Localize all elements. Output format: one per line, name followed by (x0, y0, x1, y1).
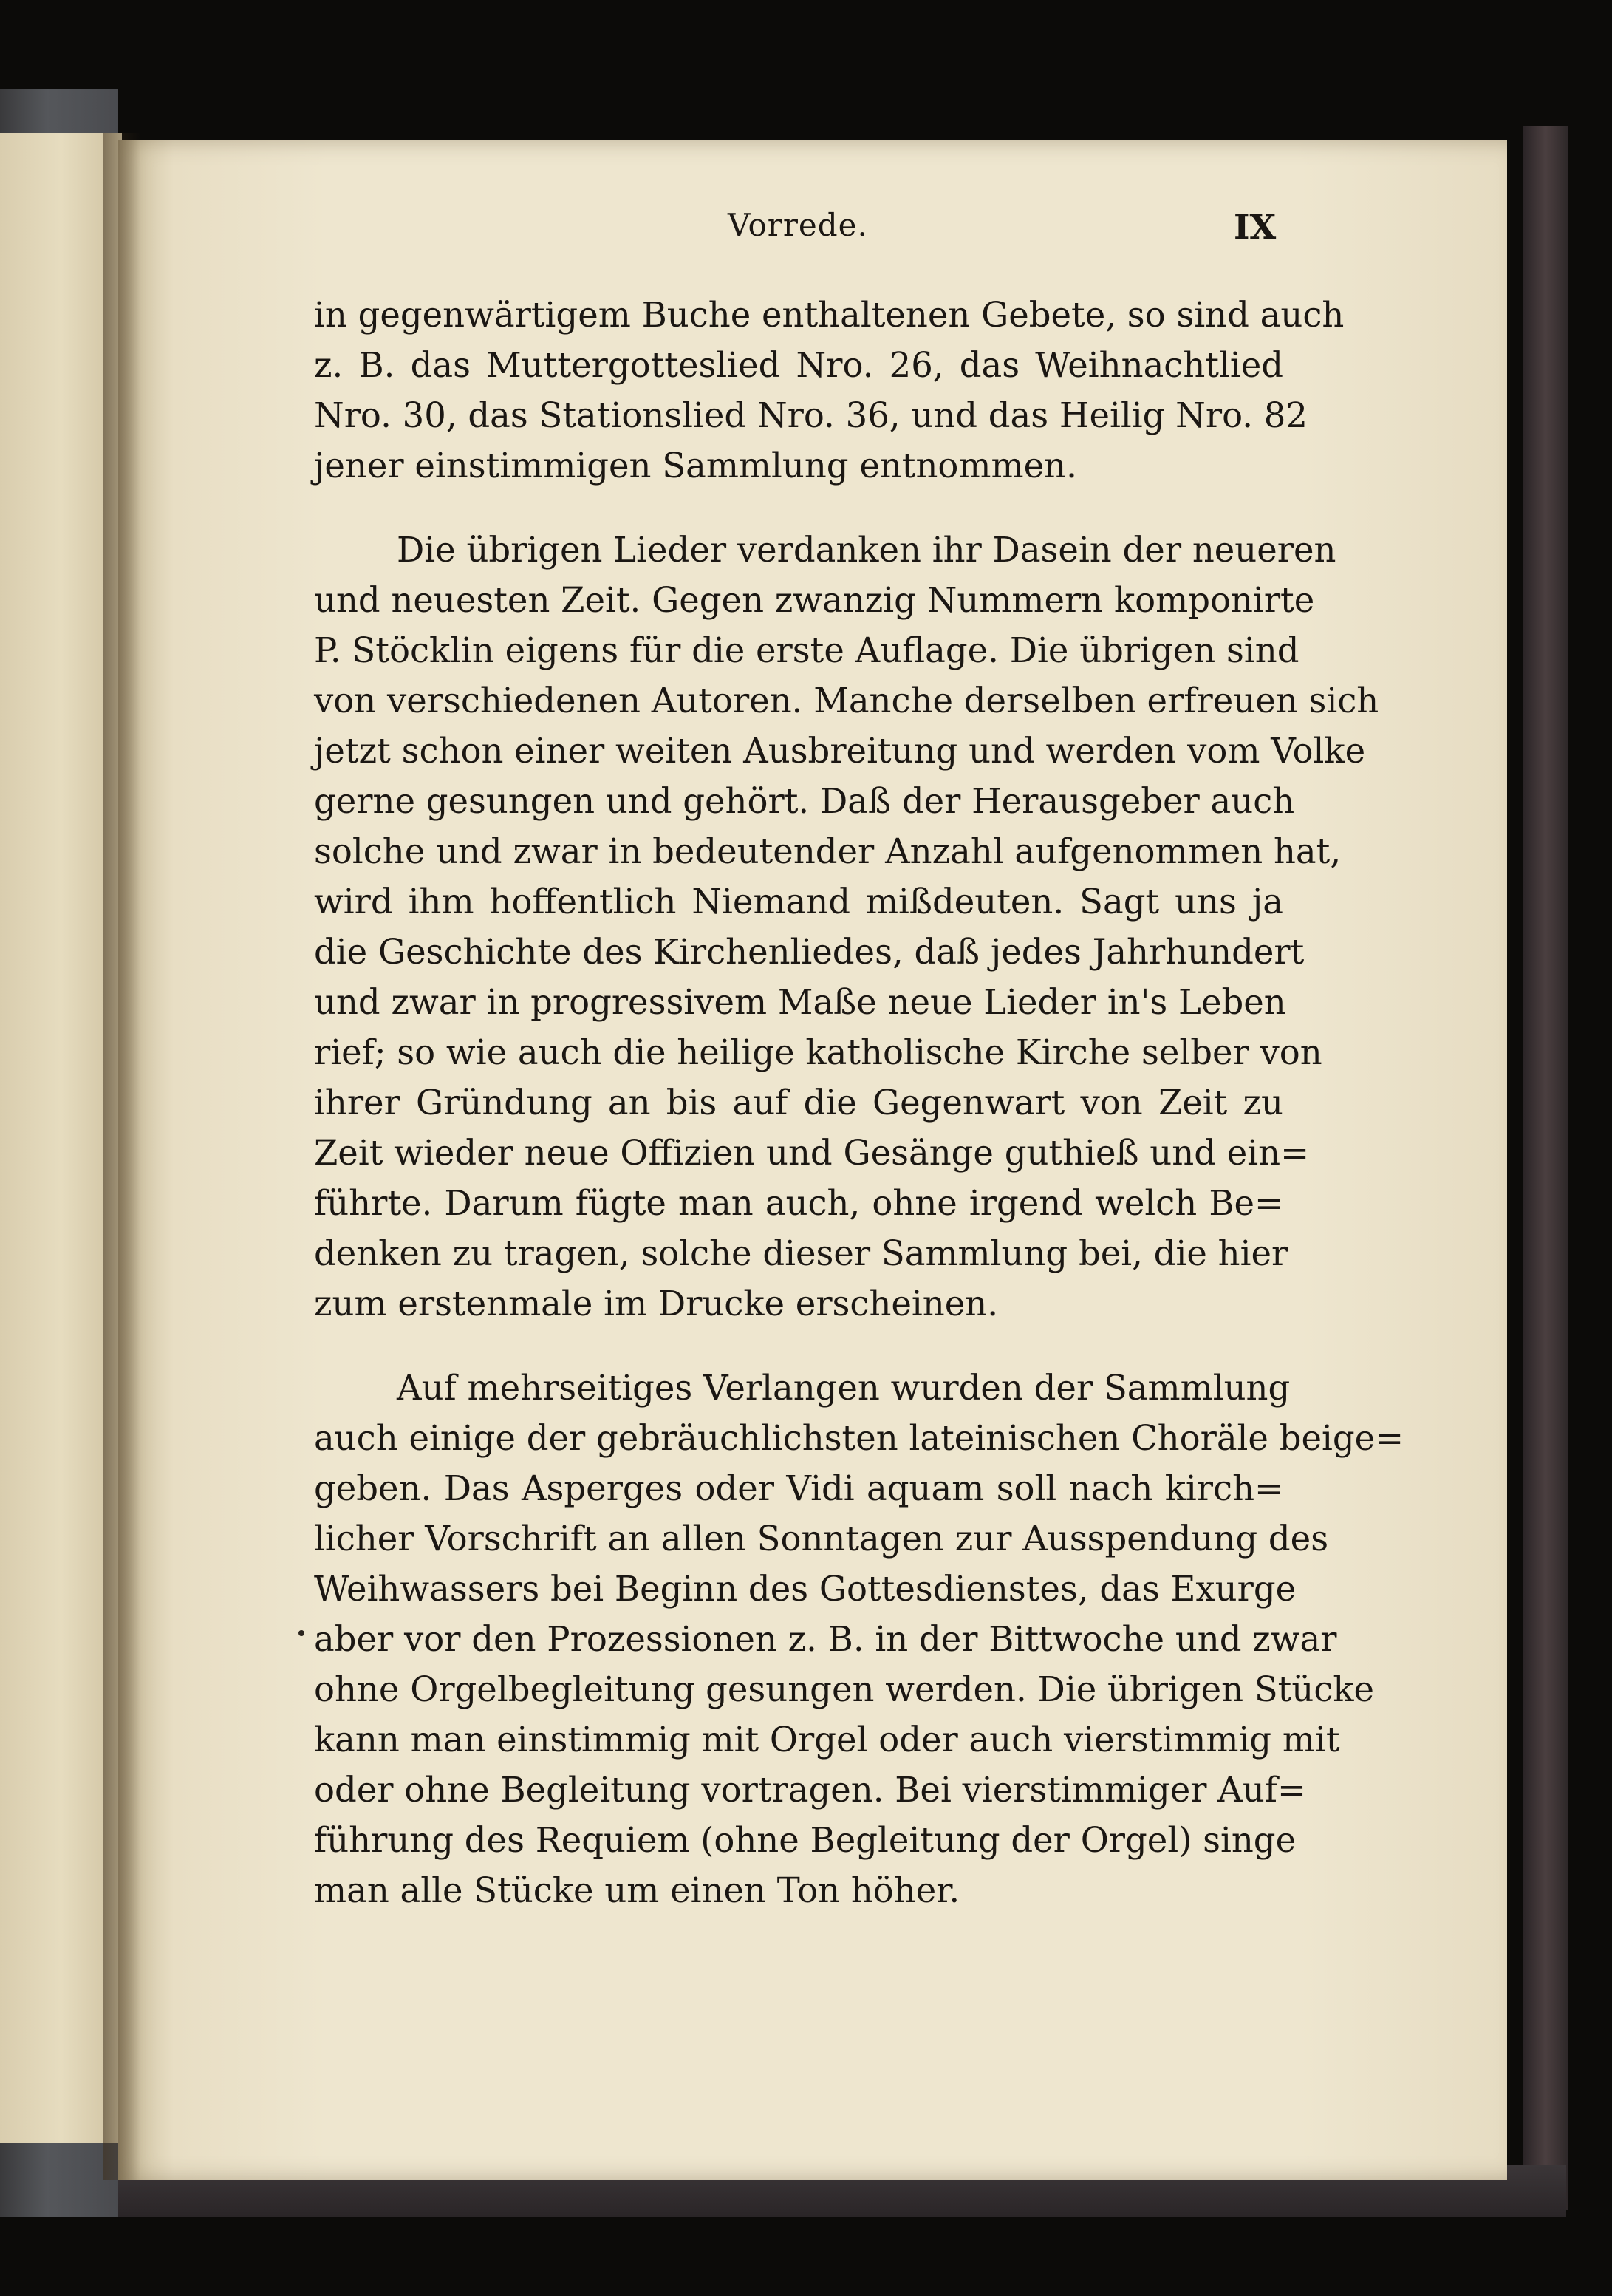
text-line: die Geschichte des Kirchenliedes, daß jedes Jahrhundert (314, 932, 1305, 972)
text-line: ohne Orgelbegleitung gesungen werden. Die übrigen Stücke (314, 1669, 1375, 1709)
text-line: gerne gesungen und gehört. Daß der Herausgeber auch (314, 781, 1295, 821)
paragraph-3 (314, 1363, 1404, 1915)
text-line: und neuesten Zeit. Gegen zwanzig Nummern komponirte (314, 580, 1315, 620)
text-line: oder ohne Begleitung vortragen. Bei vierstimmiger Auf= (314, 1770, 1306, 1810)
text-line: Nro. 30, das Stationslied Nro. 36, und das Heilig Nro. 82 (314, 395, 1308, 435)
running-head: Vorrede. (728, 207, 868, 243)
text-line: Zeit wieder neue Offizien und Gesänge guthieß und ein= (314, 1133, 1310, 1173)
book-cover-right (1523, 126, 1568, 2210)
text-line: Weihwassers bei Beginn des Gottesdienstes, das Exurge (314, 1569, 1297, 1609)
text-line: solche und zwar in bedeutender Anzahl aufgenommen hat, (314, 831, 1342, 871)
text-line: kann man einstimmig mit Orgel oder auch vierstimmig mit (314, 1720, 1340, 1760)
text-line: denken zu tragen, solche dieser Sammlung bei, die hier (314, 1233, 1288, 1273)
margin-dot (298, 1630, 304, 1636)
text-line: z. B. das Muttergotteslied Nro. 26, das Weihnachtlied (314, 345, 1283, 385)
text-line: rief; so wie auch die heilige katholische Kirche selber von (314, 1032, 1322, 1072)
text-line: führte. Darum fügte man auch, ohne irgend welch Be= (314, 1183, 1283, 1223)
text-line: auch einige der gebräuchlichsten lateinischen Choräle beige= (314, 1418, 1404, 1458)
text-line: P. Stöcklin eigens für die erste Auflage. Die übrigen sind (314, 630, 1299, 670)
paragraph-2 (314, 525, 1379, 1329)
text-line: wird ihm hoffentlich Niemand mißdeuten. Sagt uns ja (314, 882, 1283, 922)
text-line: man alle Stücke um einen Ton höher. (314, 1870, 960, 1910)
gutter-shadow (103, 133, 140, 2180)
text-line: jener einstimmigen Sammlung entnommen. (314, 446, 1077, 486)
text-line: jetzt schon einer weiten Ausbreitung und werden vom Volke (314, 731, 1366, 771)
paragraph-1 (314, 290, 1345, 491)
text-line: führung des Requiem (ohne Begleitung der Orgel) singe (314, 1820, 1297, 1860)
text-line: aber vor den Prozessionen z. B. in der Bittwoche und zwar (314, 1619, 1337, 1659)
text-line: ihrer Gründung an bis auf die Gegenwart von Zeit zu (314, 1083, 1283, 1123)
text-line: in gegenwärtigem Buche enthaltenen Gebete, so sind auch (314, 295, 1345, 335)
page-number: IX (1234, 207, 1277, 247)
text-line: licher Vorschrift an allen Sonntagen zur Ausspendung des (314, 1519, 1329, 1559)
text-line: zum erstenmale im Drucke erscheinen. (314, 1284, 998, 1324)
text-line: von verschiedenen Autoren. Manche derselben erfreuen sich (314, 681, 1379, 721)
text-line: und zwar in progressivem Maße neue Lieder in's Leben (314, 982, 1286, 1022)
text-line: geben. Das Asperges oder Vidi aquam soll nach kirch= (314, 1468, 1283, 1508)
text-line: Die übrigen Lieder verdanken ihr Dasein der neueren (397, 530, 1336, 570)
page-body (314, 290, 1404, 1915)
text-line: Auf mehrseitiges Verlangen wurden der Sammlung (397, 1368, 1291, 1408)
